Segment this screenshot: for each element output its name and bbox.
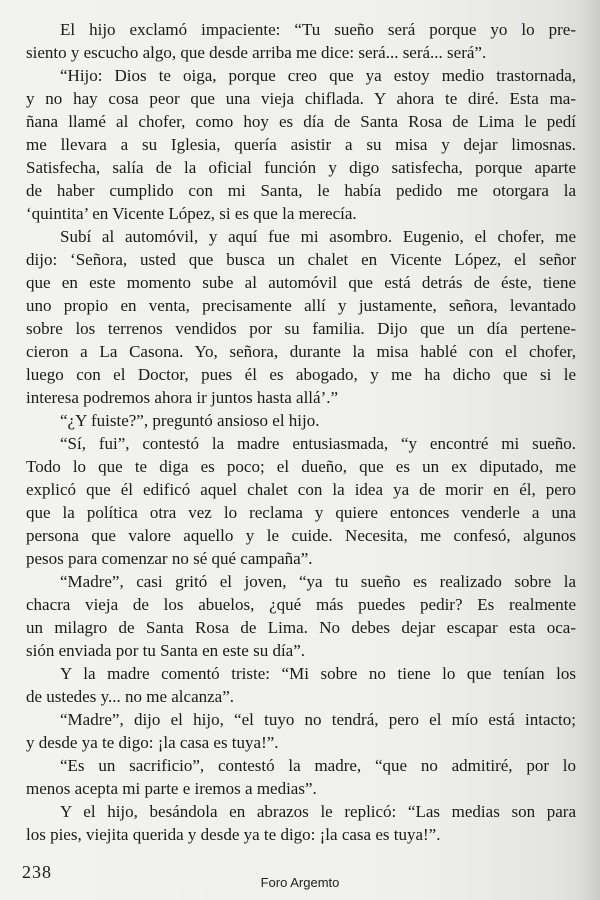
text-line: “Hijo: Dios te oiga, porque creo que ya estoy medio trastornada, bbox=[60, 66, 576, 85]
paragraph bbox=[26, 225, 576, 409]
text-line: menos acepta mi parte e iremos a medias”. bbox=[26, 779, 317, 798]
text-line: “Madre”, casi gritó el joven, “ya tu sueño es realizado sobre la bbox=[60, 572, 576, 591]
paragraph bbox=[26, 754, 576, 800]
paragraph bbox=[26, 409, 576, 432]
text-line: siento y escucho algo, que desde arriba me dice: será... será... será”. bbox=[26, 43, 487, 62]
text-line: que la política otra vez lo reclama y quiere entonces venderle a una bbox=[26, 503, 576, 522]
text-line: El hijo exclamó impaciente: “Tu sueño será porque yo lo pre- bbox=[60, 20, 576, 39]
page-edge-shadow bbox=[582, 0, 600, 900]
paragraph bbox=[26, 64, 576, 225]
text-line: chacra vieja de los abuelos, ¿qué más puedes pedir? Es realmente bbox=[26, 595, 576, 614]
page-number: 238 bbox=[22, 862, 52, 882]
paragraph bbox=[26, 18, 576, 64]
text-line: Y la madre comentó triste: “Mi sobre no tiene lo que tenían los bbox=[60, 664, 576, 683]
body-text bbox=[26, 18, 576, 846]
text-line: uno propio en venta, precisamente allí y justamente, señora, levantado bbox=[26, 296, 576, 315]
paragraph bbox=[26, 570, 576, 662]
paragraph bbox=[26, 708, 576, 754]
text-line: dijo: ‘Señora, usted que busca un chalet en Vicente López, el señor bbox=[26, 250, 576, 269]
text-line: y desde ya te digo: ¡la casa es tuya!”. bbox=[26, 733, 279, 752]
text-line: interesa podremos ahora ir juntos hasta allá’.” bbox=[26, 388, 339, 407]
text-line: los pies, viejita querida y desde ya te digo: ¡la casa es tuya!”. bbox=[26, 825, 441, 844]
text-line: Subí al automóvil, y aquí fue mi asombro. Eugenio, el chofer, me bbox=[60, 227, 576, 246]
text-line: “¿Y fuiste?”, preguntó ansioso el hijo. bbox=[60, 411, 320, 430]
text-line: Satisfecha, salía de la oficial función y digo satisfecha, porque aparte bbox=[26, 158, 576, 177]
text-line: luego con el Doctor, pues él es abogado, y me ha dicho que si le bbox=[26, 365, 576, 384]
text-line: sión enviada por tu Santa en este su día”. bbox=[26, 641, 306, 660]
text-line: sobre los terrenos vendidos por su familia. Dijo que un día pertene- bbox=[26, 319, 576, 338]
footer-watermark: Foro Argemto bbox=[260, 875, 340, 890]
text-line: de haber cumplido con mi Santa, le había pedido me otorgara la bbox=[26, 181, 576, 200]
text-line: “Es un sacrificio”, contestó la madre, “que no admitiré, por lo bbox=[60, 756, 576, 775]
text-line: de ustedes y... no me alcanza”. bbox=[26, 687, 235, 706]
text-line: “Madre”, dijo el hijo, “el tuyo no tendrá, pero el mío está intacto; bbox=[60, 710, 576, 729]
text-line: que en este momento sube al automóvil que está detrás de éste, tiene bbox=[26, 273, 576, 292]
text-line: persona que valore aquello y le cuide. Necesita, me confesó, algunos bbox=[26, 526, 576, 545]
text-line: explicó que él edificó aquel chalet con la idea ya de morir en él, pero bbox=[26, 480, 576, 499]
text-line: ‘quintita’ en Vicente López, si es que la merecía. bbox=[26, 204, 357, 223]
text-line: me llevara a su Iglesia, quería asistir a su misa y dejar limosnas. bbox=[26, 135, 576, 154]
text-line: cieron a La Casona. Yo, señora, durante la misa hablé con el chofer, bbox=[26, 342, 576, 361]
text-line: ñana llamé al chofer, como hoy es día de Santa Rosa de Lima le pedí bbox=[26, 112, 576, 131]
text-line: y no hay cosa peor que una vieja chiflada. Y ahora te diré. Esta ma- bbox=[26, 89, 576, 108]
text-line: Y el hijo, besándola en abrazos le replicó: “Las medias son para bbox=[60, 802, 576, 821]
paragraph bbox=[26, 662, 576, 708]
paragraph bbox=[26, 800, 576, 846]
paragraph bbox=[26, 432, 576, 570]
text-line: pesos para comenzar no sé qué campaña”. bbox=[26, 549, 313, 568]
text-line: Todo lo que te diga es poco; el dueño, que es un ex diputado, me bbox=[26, 457, 576, 476]
text-line: “Sí, fui”, contestó la madre entusiasmada, “y encontré mi sueño. bbox=[60, 434, 576, 453]
text-line: un milagro de Santa Rosa de Lima. No debes dejar escapar esta oca- bbox=[26, 618, 576, 637]
